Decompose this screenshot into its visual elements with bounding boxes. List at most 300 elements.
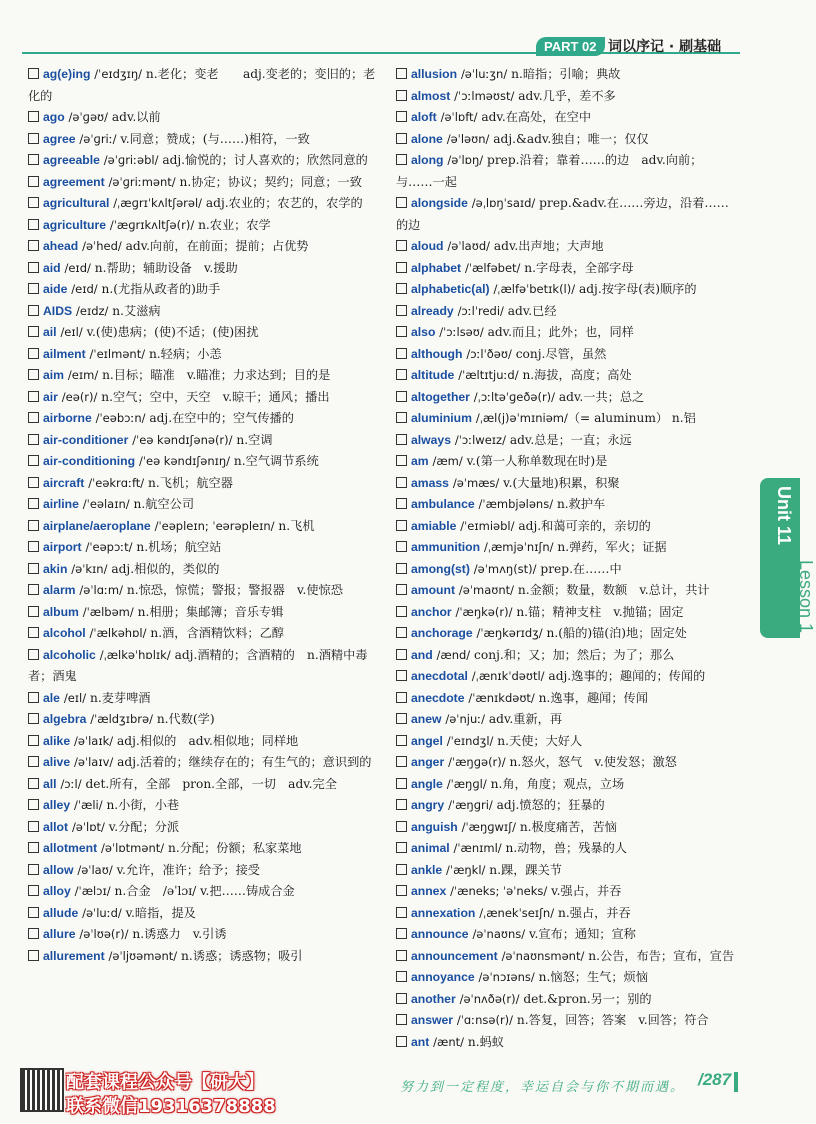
headword: allurement bbox=[43, 948, 105, 963]
headword: aluminium bbox=[411, 411, 472, 425]
phonetic: /ɔːl/ bbox=[60, 776, 82, 791]
definition: n.帮助；辅助设备 v.援助 bbox=[90, 260, 238, 275]
checkbox-icon[interactable] bbox=[396, 111, 407, 122]
checkbox-icon[interactable] bbox=[28, 799, 39, 810]
checkbox-icon[interactable] bbox=[396, 713, 407, 724]
headword: anew bbox=[411, 712, 442, 726]
phonetic: /əˈnʌðə(r)/ bbox=[459, 991, 520, 1006]
word-entry bbox=[28, 408, 386, 430]
checkbox-icon[interactable] bbox=[28, 692, 39, 703]
checkbox-icon[interactable] bbox=[396, 735, 407, 746]
checkbox-icon[interactable] bbox=[28, 369, 39, 380]
checkbox-icon[interactable] bbox=[396, 842, 407, 853]
page-number: /287 bbox=[698, 1070, 732, 1089]
definition: prep.在……中 bbox=[536, 561, 622, 576]
headword: and bbox=[411, 647, 433, 662]
checkbox-icon[interactable] bbox=[396, 412, 407, 423]
phonetic: /ˈældʒɪbrə/ bbox=[90, 712, 153, 726]
definition: n.踝，踝关节 bbox=[485, 862, 562, 877]
headword: allude bbox=[43, 905, 79, 920]
checkbox-icon[interactable] bbox=[28, 154, 39, 165]
headword: aid bbox=[43, 260, 61, 275]
word-entry bbox=[396, 774, 736, 796]
word-entry bbox=[396, 473, 736, 495]
checkbox-icon[interactable] bbox=[396, 907, 407, 918]
headword: allot bbox=[43, 819, 69, 834]
phonetic: /ˈeəkrɑːft/ bbox=[88, 475, 145, 490]
headword: alone bbox=[411, 131, 443, 146]
phonetic: /ˈɔːlməʊst/ bbox=[454, 88, 515, 103]
definition: n.角，角度；观点，立场 bbox=[486, 776, 625, 791]
word-entry bbox=[28, 193, 386, 215]
headword: almost bbox=[411, 88, 451, 103]
headword: anecdote bbox=[411, 690, 465, 705]
headword: agreement bbox=[43, 174, 105, 189]
definition: v.(第一人称单数现在时)是 bbox=[462, 454, 608, 468]
definition: n.逸事，趣闻；传闻 bbox=[534, 690, 648, 705]
checkbox-icon[interactable] bbox=[28, 563, 39, 574]
checkbox-icon[interactable] bbox=[396, 326, 407, 337]
definition: n.诱惑力 v.引诱 bbox=[128, 927, 227, 941]
word-entry bbox=[28, 537, 386, 559]
lesson-label: Lesson 1 bbox=[796, 560, 816, 634]
phonetic: /ˌæmjəˈnɪʃn/ bbox=[483, 540, 554, 554]
word-entry bbox=[396, 193, 736, 236]
phonetic: /eə(r)/ bbox=[61, 389, 98, 404]
checkbox-icon[interactable] bbox=[28, 778, 39, 789]
phonetic: /ˈeəlaɪn/ bbox=[82, 497, 130, 511]
phonetic: /ˈɔːlsəʊ/ bbox=[439, 325, 484, 339]
word-entry bbox=[396, 580, 736, 602]
checkbox-icon[interactable] bbox=[28, 649, 39, 660]
headword: anguish bbox=[411, 819, 458, 834]
word-entry bbox=[396, 989, 736, 1011]
footer-motto: 努力到一定程度，幸运自会与你不期而遇。 bbox=[400, 1080, 686, 1095]
word-entry bbox=[28, 215, 386, 237]
definition: n.老化；变老 adj.变老的；变旧的；老化的 bbox=[28, 67, 376, 103]
headword: ambulance bbox=[411, 497, 475, 511]
checkbox-icon[interactable] bbox=[28, 842, 39, 853]
phonetic: /əˈhed/ bbox=[82, 239, 122, 253]
right-column bbox=[396, 64, 736, 1053]
checkbox-icon[interactable] bbox=[396, 520, 407, 531]
headword: anchor bbox=[411, 604, 452, 619]
headword: amount bbox=[411, 583, 456, 597]
word-entry bbox=[28, 129, 386, 151]
checkbox-icon[interactable] bbox=[396, 756, 407, 767]
checkbox-icon[interactable] bbox=[396, 283, 407, 294]
checkbox-icon[interactable] bbox=[396, 584, 407, 595]
word-entry bbox=[28, 774, 386, 796]
headword: aircraft bbox=[43, 475, 85, 490]
headword: allotment bbox=[43, 841, 98, 855]
phonetic: /əˈluːʒn/ bbox=[460, 67, 508, 81]
headword: agreeable bbox=[43, 153, 100, 167]
checkbox-icon[interactable] bbox=[28, 262, 39, 273]
phonetic: /ˈeɪmiəbl/ bbox=[460, 518, 515, 533]
word-entry bbox=[396, 903, 736, 925]
word-entry bbox=[28, 236, 386, 258]
checkbox-icon[interactable] bbox=[396, 1036, 407, 1047]
definition: adv.重新，再 bbox=[485, 712, 563, 726]
checkbox-icon[interactable] bbox=[396, 240, 407, 251]
phonetic: /əˈnɔɪəns/ bbox=[478, 970, 535, 984]
definition: （= aluminum） n.铝 bbox=[567, 411, 696, 425]
definition: n.暗指；引喻；典故 bbox=[507, 67, 621, 81]
checkbox-icon[interactable] bbox=[28, 713, 39, 724]
checkbox-icon[interactable] bbox=[396, 541, 407, 552]
definition: n.答复，回答；答案 v.回答；符合 bbox=[513, 1013, 709, 1027]
phonetic: /æm/ bbox=[432, 454, 463, 468]
definition: n.飞机；航空器 bbox=[144, 475, 233, 490]
headword: announce bbox=[411, 927, 469, 941]
phonetic: /ˈeəpleɪn; ˈeərəpleɪn/ bbox=[154, 518, 275, 533]
checkbox-icon[interactable] bbox=[396, 133, 407, 144]
definition: adj.相似的 adv.相似地；同样地 bbox=[113, 733, 299, 748]
checkbox-icon[interactable] bbox=[28, 477, 39, 488]
checkbox-icon[interactable] bbox=[396, 348, 407, 359]
definition: adj.在空中的；空气传播的 bbox=[145, 411, 294, 425]
checkbox-icon[interactable] bbox=[28, 412, 39, 423]
checkbox-icon[interactable] bbox=[28, 907, 39, 918]
checkbox-icon[interactable] bbox=[28, 756, 39, 767]
phonetic: /əˈmʌŋ(st)/ bbox=[473, 561, 537, 576]
definition: n.艾滋病 bbox=[108, 303, 161, 318]
checkbox-icon[interactable] bbox=[396, 606, 407, 617]
word-entry bbox=[28, 645, 386, 688]
word-entry bbox=[396, 365, 736, 387]
definition: n.协定；协议；契约；同意；一致 bbox=[175, 174, 362, 189]
word-entry bbox=[396, 258, 736, 280]
checkbox-icon[interactable] bbox=[396, 455, 407, 466]
checkbox-icon[interactable] bbox=[396, 305, 407, 316]
definition: n.相册；集邮簿；音乐专辑 bbox=[133, 604, 284, 619]
phonetic: /eɪdz/ bbox=[76, 303, 109, 318]
headword: ago bbox=[43, 110, 65, 124]
word-entry bbox=[28, 731, 386, 753]
part-badge: PART 02 bbox=[536, 37, 605, 56]
word-entry bbox=[396, 1032, 736, 1054]
checkbox-icon[interactable] bbox=[396, 197, 407, 208]
checkbox-icon[interactable] bbox=[396, 477, 407, 488]
headword: alarm bbox=[43, 583, 76, 597]
checkbox-icon[interactable] bbox=[396, 154, 407, 165]
checkbox-icon[interactable] bbox=[28, 197, 39, 208]
page-number-bar bbox=[734, 1072, 738, 1092]
checkbox-icon[interactable] bbox=[28, 391, 39, 402]
definition: n.金额；数量，数额 v.总计，共计 bbox=[514, 583, 710, 597]
headword: alongside bbox=[411, 196, 468, 210]
headword: air-conditioning bbox=[43, 454, 136, 468]
checkbox-icon[interactable] bbox=[28, 584, 39, 595]
phonetic: /ˈeɪndʒl/ bbox=[446, 733, 494, 748]
checkbox-icon[interactable] bbox=[28, 283, 39, 294]
phonetic: /ɔːlˈredi/ bbox=[457, 303, 504, 318]
definition: n.农业；农学 bbox=[194, 217, 271, 232]
phonetic: /ˈælfəbet/ bbox=[465, 260, 521, 275]
definition: n.分配；份额；私家菜地 bbox=[164, 841, 302, 855]
definition: n.字母表，全部字母 bbox=[520, 260, 634, 275]
phonetic: /ænt/ bbox=[433, 1034, 464, 1049]
headword: am bbox=[411, 454, 429, 468]
headword: all bbox=[43, 776, 57, 791]
phonetic: /ˈælɔɪ/ bbox=[74, 884, 111, 898]
definition: conj.尽管，虽然 bbox=[511, 346, 607, 361]
checkbox-icon[interactable] bbox=[396, 1014, 407, 1025]
word-entry bbox=[28, 64, 386, 107]
checkbox-icon[interactable] bbox=[396, 670, 407, 681]
word-entry bbox=[396, 451, 736, 473]
phonetic: /ˈæŋkə(r)/ bbox=[455, 604, 513, 619]
word-entry bbox=[396, 709, 736, 731]
word-entry bbox=[28, 924, 386, 946]
phonetic: /ˈæŋɡwɪʃ/ bbox=[461, 819, 516, 834]
definition: n.目标；瞄准 v.瞄准；力求达到；目的是 bbox=[98, 368, 331, 382]
checkbox-icon[interactable] bbox=[396, 799, 407, 810]
checkbox-icon[interactable] bbox=[396, 692, 407, 703]
word-entry bbox=[28, 946, 386, 968]
definition: n.怒火，怒气 v.使发怒；激怒 bbox=[505, 755, 677, 769]
headword: alcohol bbox=[43, 626, 86, 640]
definition: adj.愤怒的；狂暴的 bbox=[492, 798, 605, 812]
definition: adj.愉悦的；讨人喜欢的；欣然同意的 bbox=[158, 153, 368, 167]
headword: ahead bbox=[43, 239, 79, 253]
headword: animal bbox=[411, 841, 450, 855]
checkbox-icon[interactable] bbox=[396, 993, 407, 1004]
word-entry bbox=[396, 430, 736, 452]
definition: n.锚；精神支柱 v.抛锚；固定 bbox=[512, 604, 684, 619]
phonetic: /ˈeɪlmənt/ bbox=[89, 346, 146, 361]
checkbox-icon[interactable] bbox=[396, 434, 407, 445]
headword: also bbox=[411, 325, 436, 339]
word-entry bbox=[396, 666, 736, 688]
headword: allow bbox=[43, 862, 74, 877]
phonetic: /əˈkɪn/ bbox=[71, 561, 108, 576]
phonetic: /ˈælkəhɒl/ bbox=[89, 626, 147, 640]
headword: air bbox=[43, 389, 58, 404]
phonetic: /ˈænɪkdəʊt/ bbox=[468, 690, 535, 705]
checkbox-icon[interactable] bbox=[28, 133, 39, 144]
word-entry bbox=[396, 795, 736, 817]
phonetic: /eɪm/ bbox=[67, 368, 99, 382]
phonetic: /əˈlɒŋ/ bbox=[447, 153, 484, 167]
checkbox-icon[interactable] bbox=[28, 455, 39, 466]
word-entry bbox=[28, 365, 386, 387]
phonetic: /əˈlaʊd/ bbox=[447, 239, 491, 253]
definition: v.强占，并吞 bbox=[547, 884, 622, 898]
headword: annexation bbox=[411, 905, 476, 920]
headword: aide bbox=[43, 282, 68, 296]
phonetic: /ˈeəbɔːn/ bbox=[95, 411, 146, 425]
checkbox-icon[interactable] bbox=[396, 391, 407, 402]
headword: agree bbox=[43, 131, 76, 146]
headword: amass bbox=[411, 475, 449, 490]
checkbox-icon[interactable] bbox=[28, 240, 39, 251]
phonetic: /ˈæli/ bbox=[73, 798, 103, 812]
word-entry bbox=[396, 1010, 736, 1032]
checkbox-icon[interactable] bbox=[28, 821, 39, 832]
checkbox-icon[interactable] bbox=[396, 928, 407, 939]
definition: adv.出声地；大声地 bbox=[490, 239, 604, 253]
checkbox-icon[interactable] bbox=[28, 520, 39, 531]
word-entry bbox=[28, 623, 386, 645]
checkbox-icon[interactable] bbox=[396, 971, 407, 982]
headword: airplane/aeroplane bbox=[43, 518, 151, 533]
headword: angle bbox=[411, 776, 443, 791]
headword: ag(e)ing bbox=[43, 67, 91, 81]
checkbox-icon[interactable] bbox=[28, 950, 39, 961]
headword: aloud bbox=[411, 239, 444, 253]
word-entry bbox=[396, 279, 736, 301]
phonetic: /ˌælfəˈbetɪk(l)/ bbox=[493, 282, 576, 296]
word-entry bbox=[396, 602, 736, 624]
checkbox-icon[interactable] bbox=[28, 326, 39, 337]
checkbox-icon[interactable] bbox=[28, 305, 39, 316]
definition: v.宣布；通知；宣称 bbox=[525, 927, 636, 941]
word-entry bbox=[396, 752, 736, 774]
checkbox-icon[interactable] bbox=[396, 864, 407, 875]
phonetic: /ˈæŋɡl/ bbox=[446, 776, 487, 791]
word-entry bbox=[28, 580, 386, 602]
phonetic: /əˈɡriːəbl/ bbox=[103, 153, 159, 167]
headword: alike bbox=[43, 733, 71, 748]
definition: n.空气；空中，天空 v.晾干；通风；播出 bbox=[97, 389, 330, 404]
definition: n.小街，小巷 bbox=[102, 798, 180, 812]
checkbox-icon[interactable] bbox=[28, 928, 39, 939]
phonetic: /əˈlɒft/ bbox=[440, 110, 478, 124]
checkbox-icon[interactable] bbox=[396, 262, 407, 273]
checkbox-icon[interactable] bbox=[28, 885, 39, 896]
word-entry bbox=[396, 322, 736, 344]
checkbox-icon[interactable] bbox=[396, 821, 407, 832]
phonetic: /əˌlɒŋˈsaɪd/ bbox=[471, 196, 536, 210]
definition: v.同意；赞成；(与……)相符，一致 bbox=[116, 131, 310, 146]
headword: aloft bbox=[411, 110, 437, 124]
checkbox-icon[interactable] bbox=[28, 606, 39, 617]
checkbox-icon[interactable] bbox=[28, 864, 39, 875]
headword: alphabetic(al) bbox=[411, 282, 490, 296]
definition: adv.而且；此外；也，同样 bbox=[483, 325, 634, 339]
headword: agriculture bbox=[43, 217, 106, 232]
headword: anecdotal bbox=[411, 669, 468, 683]
checkbox-icon[interactable] bbox=[28, 627, 39, 638]
checkbox-icon[interactable] bbox=[396, 627, 407, 638]
word-entry bbox=[28, 172, 386, 194]
checkbox-icon[interactable] bbox=[396, 778, 407, 789]
checkbox-icon[interactable] bbox=[28, 68, 39, 79]
checkbox-icon[interactable] bbox=[396, 885, 407, 896]
word-entry bbox=[28, 258, 386, 280]
checkbox-icon[interactable] bbox=[28, 219, 39, 230]
word-entry bbox=[396, 150, 736, 193]
phonetic: /eɪl/ bbox=[60, 325, 83, 339]
definition: n.公告，布告；宣布，宣告 bbox=[584, 948, 735, 963]
phonetic: /əˈlɑːm/ bbox=[79, 583, 123, 597]
definition: n.弹药，军火；证据 bbox=[553, 540, 667, 554]
phonetic: /eɪl/ bbox=[63, 690, 87, 705]
headword: aim bbox=[43, 368, 65, 382]
headword: ale bbox=[43, 690, 60, 705]
phonetic: /ˌænekˈseɪʃn/ bbox=[479, 905, 555, 920]
headword: alphabet bbox=[411, 260, 462, 275]
checkbox-icon[interactable] bbox=[396, 68, 407, 79]
definition: n.恼怒；生气；烦恼 bbox=[534, 970, 648, 984]
word-entry bbox=[396, 559, 736, 581]
headword: altogether bbox=[411, 389, 470, 404]
headword: answer bbox=[411, 1013, 454, 1027]
word-entry bbox=[396, 516, 736, 538]
word-entry bbox=[28, 860, 386, 882]
definition: adj.逸事的；趣闻的；传闻的 bbox=[544, 669, 706, 683]
definition: prep.沿着；靠着……的边 adv.向前；与……一起 bbox=[396, 153, 703, 189]
word-entry bbox=[28, 451, 386, 473]
phonetic: /ˌælkəˈhɒlɪk/ bbox=[99, 647, 171, 662]
phonetic: /ˈæŋkərɪdʒ/ bbox=[476, 626, 543, 640]
definition: n.代数(学) bbox=[152, 712, 215, 726]
headword: anger bbox=[411, 755, 445, 769]
checkbox-icon[interactable] bbox=[396, 498, 407, 509]
headword: amiable bbox=[411, 518, 457, 533]
checkbox-icon[interactable] bbox=[28, 348, 39, 359]
word-entry bbox=[28, 795, 386, 817]
phonetic: /ˈeə kəndɪʃənɪŋ/ bbox=[138, 454, 231, 468]
checkbox-icon[interactable] bbox=[396, 369, 407, 380]
phonetic: /əˈlaɪv/ bbox=[73, 755, 114, 769]
word-entry bbox=[396, 236, 736, 258]
word-entry bbox=[28, 430, 386, 452]
unit-label: Unit 11 bbox=[774, 486, 794, 546]
checkbox-icon[interactable] bbox=[396, 950, 407, 961]
word-entry bbox=[28, 903, 386, 925]
headword: another bbox=[411, 991, 456, 1006]
word-entry bbox=[28, 344, 386, 366]
word-entry bbox=[28, 150, 386, 172]
checkbox-icon[interactable] bbox=[396, 649, 407, 660]
phonetic: /ˈɑːnsə(r)/ bbox=[456, 1013, 514, 1027]
word-entry bbox=[28, 279, 386, 301]
word-entry bbox=[28, 817, 386, 839]
phonetic: /ænd/ bbox=[436, 647, 471, 662]
word-entry bbox=[396, 838, 736, 860]
definition: n.(船的)锚(泊)地；固定处 bbox=[542, 626, 687, 640]
checkbox-icon[interactable] bbox=[28, 498, 39, 509]
definition: adj.&adv.独自；唯一；仅仅 bbox=[489, 131, 649, 146]
word-entry bbox=[396, 301, 736, 323]
word-entry bbox=[396, 924, 736, 946]
checkbox-icon[interactable] bbox=[28, 735, 39, 746]
word-entry bbox=[396, 494, 736, 516]
definition: n.天使；大好人 bbox=[493, 733, 583, 748]
phonetic: /ˈælbəm/ bbox=[82, 604, 134, 619]
headword: along bbox=[411, 153, 444, 167]
word-entry bbox=[28, 752, 386, 774]
headword: ammunition bbox=[411, 540, 481, 554]
headword: annex bbox=[411, 884, 447, 898]
headword: AIDS bbox=[43, 303, 73, 318]
checkbox-icon[interactable] bbox=[28, 176, 39, 187]
word-entry bbox=[396, 860, 736, 882]
checkbox-icon[interactable] bbox=[396, 563, 407, 574]
checkbox-icon[interactable] bbox=[396, 90, 407, 101]
checkbox-icon[interactable] bbox=[28, 111, 39, 122]
phonetic: /əˈlaʊ/ bbox=[77, 862, 113, 877]
word-entry bbox=[396, 731, 736, 753]
definition: det.所有，全部 pron.全部，一切 adv.完全 bbox=[81, 776, 337, 791]
checkbox-icon[interactable] bbox=[28, 434, 39, 445]
checkbox-icon[interactable] bbox=[28, 541, 39, 552]
phonetic: /əˈləʊn/ bbox=[446, 131, 490, 146]
word-entry bbox=[396, 344, 736, 366]
